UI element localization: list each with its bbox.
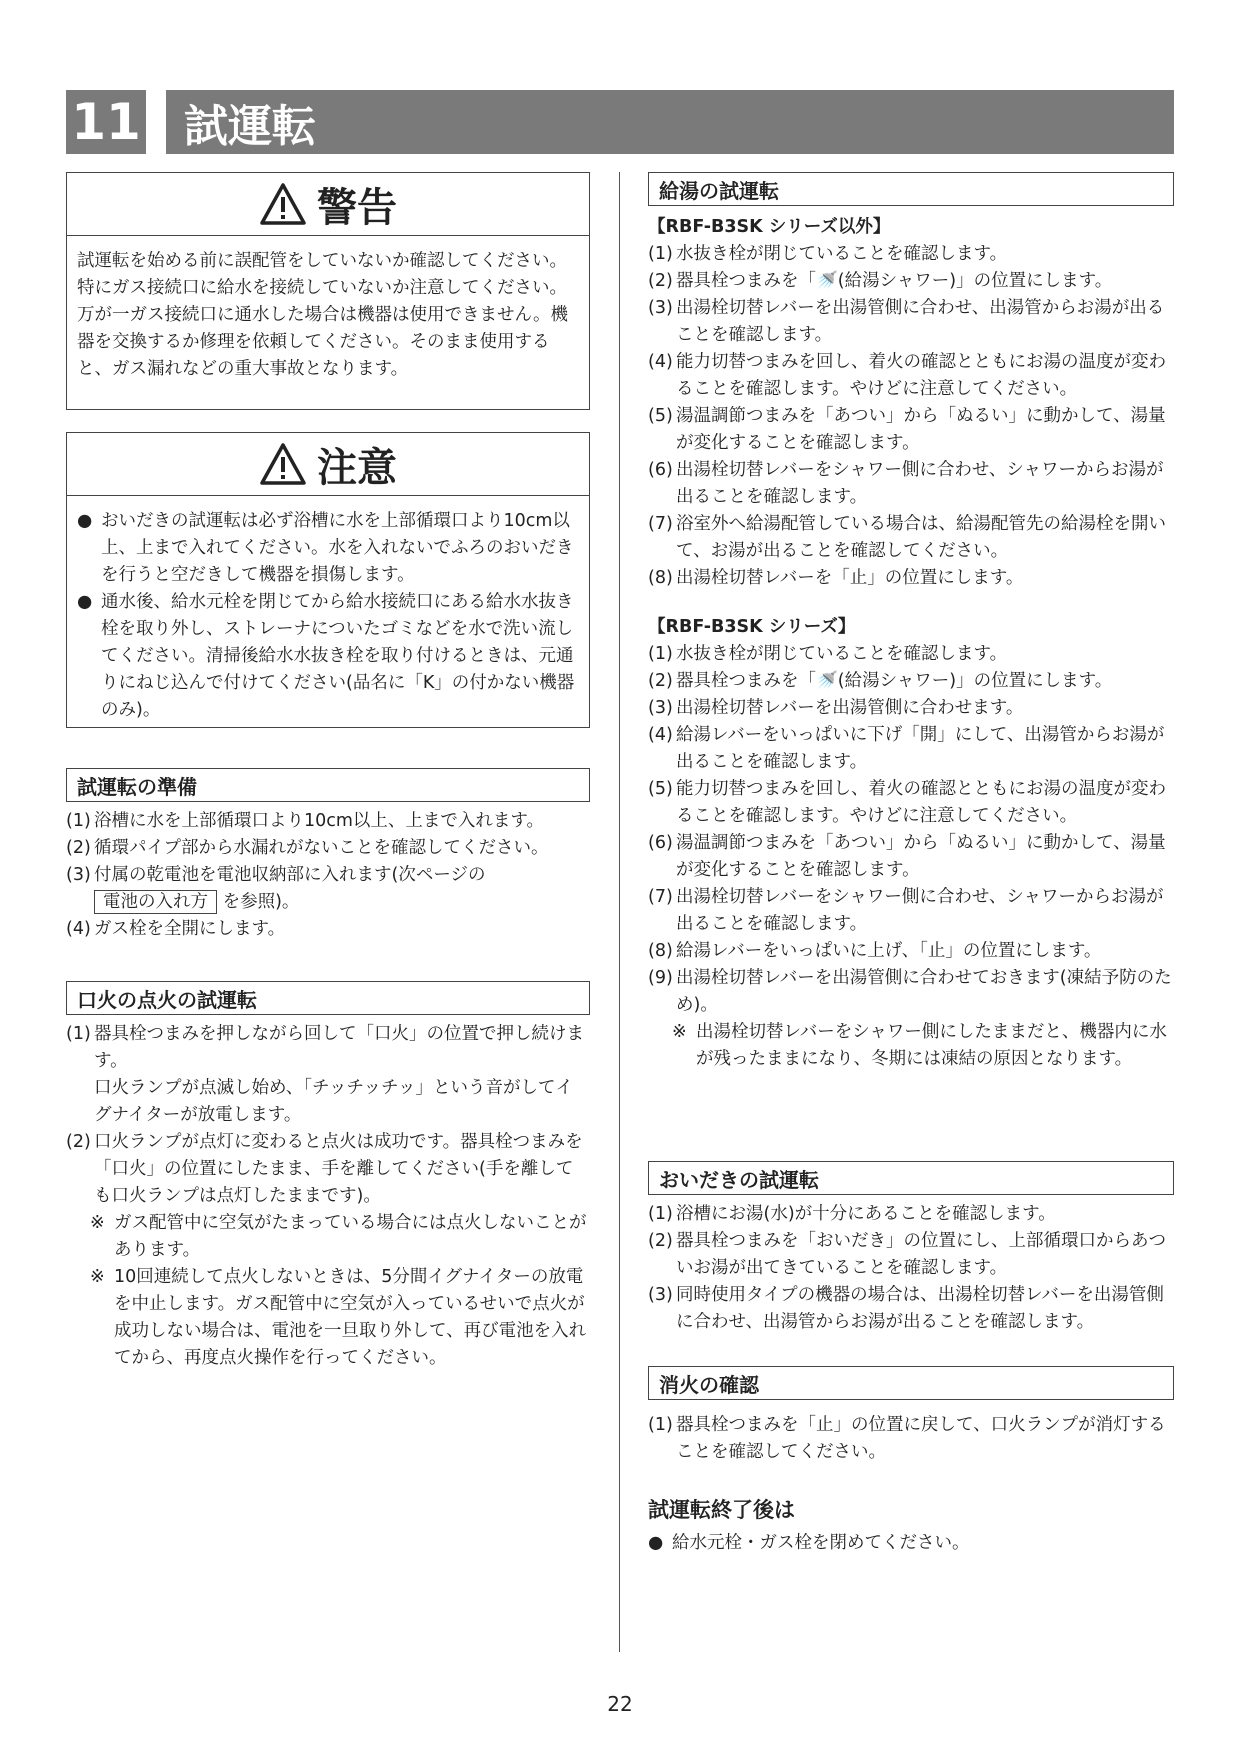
item-number: (1) [648, 1415, 673, 1435]
item-text-after: を参照)。 [222, 892, 300, 912]
item-text: 器具栓つまみを「🚿(給湯シャワー)」の位置にします。 [676, 271, 1113, 291]
section-hot-water-title: 給湯の試運転 [648, 172, 1174, 206]
list-item [648, 776, 1174, 830]
caution-box [66, 432, 590, 728]
left-column [66, 172, 590, 1372]
list-item [648, 695, 1174, 722]
item-number: (1) [66, 1024, 91, 1044]
item-text: 器具栓つまみを「止」の位置に戻して、口火ランプが消灯することを確認してください。 [676, 1415, 1166, 1462]
list-item [66, 1129, 590, 1210]
item-text-wrap [94, 862, 590, 916]
note-mark: ※ [90, 1267, 105, 1287]
after-test-title: 試運転終了後は [648, 1498, 795, 1522]
item-number: (3) [648, 698, 673, 718]
caution-title: 注意 [317, 444, 397, 491]
list-item [66, 808, 590, 835]
item-text: 循環パイプ部から水漏れがないことを確認してください。 [94, 838, 549, 858]
list-item [648, 241, 1174, 268]
item-number: (1) [648, 644, 673, 664]
list-item [648, 965, 1174, 1019]
item-number: (2) [66, 1132, 91, 1152]
list-item [648, 457, 1174, 511]
item-number: (7) [648, 514, 673, 534]
item-number: (9) [648, 968, 673, 988]
caution-bullet-text: 通水後、給水元栓を閉じてから給水接続口にある給水水抜き栓を取り外し、ストレーナについたゴミなどを水で洗い流してください。清掃後給水水抜き栓を取り付けるときは、元通りにねじ込んで付けてください(品名に「K」の付かない機器のみ)。 [101, 592, 575, 720]
battery-reference-link[interactable]: 電池の入れ方 [94, 890, 217, 914]
item-text: 能力切替つまみを回し、着火の確認とともにお湯の温度が変わることを確認します。やけどに注意してください。 [676, 779, 1166, 826]
item-number: (3) [66, 865, 91, 885]
item-number: (8) [648, 941, 673, 961]
bullet-icon: ● [77, 511, 93, 531]
note-text: 10回連続して点火しないときは、5分間イグナイターの放電を中止します。ガス配管中に空気が入っているせいで点火が成功しない場合は、電池を一旦取り外して、再び電池を入れてから、再度点火操作を行ってください。 [114, 1267, 587, 1368]
item-number: (5) [648, 779, 673, 799]
warning-header [67, 173, 589, 236]
section-ignition-title: 口火の点火の試運転 [66, 981, 590, 1015]
bullet-icon: ● [648, 1533, 664, 1553]
item-text: 給湯レバーをいっぱいに上げ、「止」の位置にします。 [676, 941, 1102, 961]
list-item [648, 641, 1174, 668]
group1-title: 【RBF-B3SK シリーズ以外】 [648, 217, 891, 237]
hot-water-group2-list [648, 641, 1174, 1073]
item-number: (3) [648, 1285, 673, 1305]
item-number: (4) [648, 725, 673, 745]
item-number: (6) [648, 460, 673, 480]
note-mark: ※ [90, 1213, 105, 1233]
list-item [648, 295, 1174, 349]
item-text: ガス栓を全開にします。 [94, 919, 286, 939]
item-text-wrap [94, 1021, 590, 1129]
list-item [66, 862, 590, 916]
caution-bullet [77, 508, 579, 589]
item-text: 浴槽に水を上部循環口より10cm以上、上まで入れます。 [94, 811, 545, 831]
warning-triangle-icon [259, 442, 307, 486]
section-prep-title: 試運転の準備 [66, 768, 590, 802]
item-text: 浴槽にお湯(水)が十分にあることを確認します。 [676, 1204, 1056, 1224]
item-text: 出湯栓切替レバーをシャワー側に合わせ、シャワーからお湯が出ることを確認します。 [676, 460, 1164, 507]
extinguish-list [648, 1412, 1174, 1466]
page-title: 試運転 [166, 90, 1174, 154]
note-mark: ※ [672, 1022, 687, 1042]
item-number: (2) [66, 838, 91, 858]
item-text: 口火ランプが点灯に変わると点火は成功です。器具栓つまみを「口火」の位置にしたまま、手を離してください(手を離しても口火ランプは点灯したままです)。 [94, 1132, 583, 1206]
item-text: 湯温調節つまみを「あつい」から「ぬるい」に動かして、湯量が変化することを確認します。 [676, 833, 1166, 880]
item-text: 同時使用タイプの機器の場合は、出湯栓切替レバーを出湯管側に合わせ、出湯管からお湯が出ることを確認します。 [676, 1285, 1164, 1332]
item-text: 器具栓つまみを「おいだき」の位置にし、上部循環口からあついお湯が出てきていることを確認します。 [676, 1231, 1166, 1278]
item-number: (5) [648, 406, 673, 426]
item-number: (1) [648, 244, 673, 264]
warning-triangle-icon [259, 182, 307, 226]
item-number: (8) [648, 568, 673, 588]
chapter-number: 11 [66, 90, 146, 154]
item-text: 出湯栓切替レバーをシャワー側に合わせ、シャワーからお湯が出ることを確認します。 [676, 887, 1164, 934]
item-text: 能力切替つまみを回し、着火の確認とともにお湯の温度が変わることを確認します。やけどに注意してください。 [676, 352, 1166, 399]
item-text: 器具栓つまみを押しながら回して「口火」の位置で押し続けます。 [94, 1024, 584, 1071]
item-text: 水抜き栓が閉じていることを確認します。 [676, 244, 1008, 264]
item-text: 出湯栓切替レバーを出湯管側に合わせ、出湯管からお湯が出ることを確認します。 [676, 298, 1165, 345]
note-item [90, 1210, 590, 1264]
section-extinguish-title: 消火の確認 [648, 1366, 1174, 1400]
list-item [648, 1228, 1174, 1282]
group2-title: 【RBF-B3SK シリーズ】 [648, 617, 856, 637]
list-item [648, 830, 1174, 884]
list-item [648, 884, 1174, 938]
item-text: 浴室外へ給湯配管している場合は、給湯配管先の給湯栓を開いて、お湯が出ることを確認してください。 [676, 514, 1166, 561]
item-number: (6) [648, 833, 673, 853]
column-divider [619, 172, 620, 1652]
list-item [648, 668, 1174, 695]
list-item [648, 1201, 1174, 1228]
list-item [648, 268, 1174, 295]
item-number: (2) [648, 1231, 673, 1251]
after-list [648, 1530, 1174, 1557]
note-item [90, 1264, 590, 1372]
caution-header [67, 433, 589, 496]
list-item [648, 722, 1174, 776]
list-item [66, 916, 590, 943]
list-item [66, 835, 590, 862]
item-text: 出湯栓切替レバーを「止」の位置にします。 [676, 568, 1024, 588]
right-column [648, 172, 1174, 1557]
item-number: (4) [66, 919, 91, 939]
list-item [66, 1021, 590, 1129]
item-text: 器具栓つまみを「🚿(給湯シャワー)」の位置にします。 [676, 671, 1113, 691]
list-item [648, 565, 1174, 592]
item-number: (1) [648, 1204, 673, 1224]
list-item [648, 403, 1174, 457]
item-text: 出湯栓切替レバーを出湯管側に合わせておきます(凍結予防のため)。 [676, 968, 1172, 1015]
list-item [648, 349, 1174, 403]
item-text: 湯温調節つまみを「あつい」から「ぬるい」に動かして、湯量が変化することを確認します。 [676, 406, 1166, 453]
warning-text: 試運転を始める前に誤配管をしていないか確認してください。特にガス接続口に給水を接続していないか注意してください。万が一ガス接続口に通水した場合は機器は使用できません。機器を交換するか修理を依頼してください。そのまま使用すると、ガス漏れなどの重大事故となります。 [77, 251, 569, 379]
page-number: 22 [607, 1692, 633, 1716]
after-bullet [648, 1530, 1174, 1557]
ignition-list [66, 1021, 590, 1372]
caution-bullet-text: おいだきの試運転は必ず浴槽に水を上部循環口より10cm以上、上まで入れてください。水を入れないでふろのおいだきを行うと空だきして機器を損傷します。 [101, 511, 574, 585]
hot-water-group1-list [648, 241, 1174, 592]
item-number: (3) [648, 298, 673, 318]
reheat-list [648, 1201, 1174, 1336]
item-number: (2) [648, 671, 673, 691]
note-item [672, 1019, 1174, 1073]
item-number: (4) [648, 352, 673, 372]
item-number: (7) [648, 887, 673, 907]
list-item [648, 1412, 1174, 1466]
list-item [648, 938, 1174, 965]
item-text: 付属の乾電池を電池収納部に入れます(次ページの [94, 865, 486, 885]
item-number: (1) [66, 811, 91, 831]
warning-title: 警告 [317, 184, 397, 231]
list-item [648, 511, 1174, 565]
note-text: ガス配管中に空気がたまっている場合には点火しないことがあります。 [114, 1213, 587, 1260]
bullet-icon: ● [77, 592, 93, 612]
item-number: (2) [648, 271, 673, 291]
section-reheat-title: おいだきの試運転 [648, 1161, 1174, 1195]
item-text: 出湯栓切替レバーを出湯管側に合わせます。 [676, 698, 1024, 718]
item-text: 水抜き栓が閉じていることを確認します。 [676, 644, 1008, 664]
item-text-continued: 口火ランプが点滅し始め、「チッチッチッ」という音がしてイグナイターが放電します。 [94, 1078, 573, 1125]
prep-list [66, 808, 590, 943]
caution-bullet [77, 589, 579, 724]
warning-box [66, 172, 590, 410]
item-text: 給湯レバーをいっぱいに下げ「開」にして、出湯管からお湯が出ることを確認します。 [676, 725, 1165, 772]
after-bullet-text: 給水元栓・ガス栓を閉めてください。 [672, 1533, 970, 1553]
list-item [648, 1282, 1174, 1336]
note-text: 出湯栓切替レバーをシャワー側にしたままだと、機器内に水が残ったままになり、冬期には凍結の原因となります。 [696, 1022, 1167, 1069]
